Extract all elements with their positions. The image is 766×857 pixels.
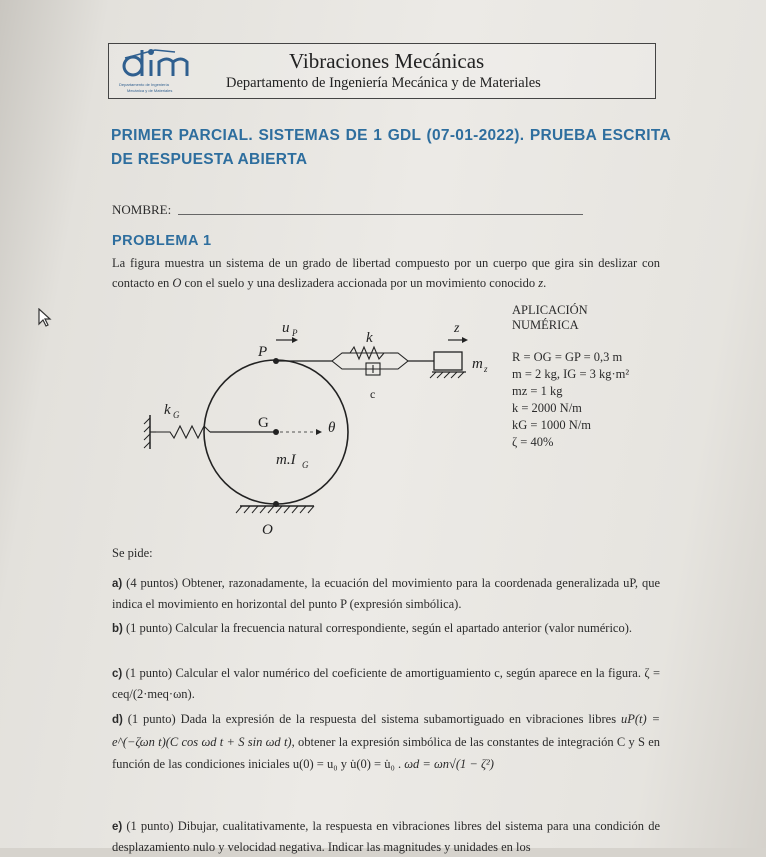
label-G: G bbox=[258, 415, 269, 431]
damped-frequency-formula: ωd = ωn√(1 − ζ²) bbox=[404, 757, 494, 771]
slider-mass-mz bbox=[434, 352, 462, 370]
spring-kG bbox=[156, 426, 210, 438]
label-P: P bbox=[258, 344, 268, 360]
name-label: NOMBRE: bbox=[112, 202, 172, 217]
contact-point-O bbox=[273, 501, 279, 507]
question-c: c) (1 punto) Calcular el valor numérico del coeficiente de amortiguamiento c, según aparece en la figura. ζ = ceq/(2·meq·ωn). bbox=[112, 666, 661, 701]
question-b: b) (1 punto) Calcular la frecuencia natural correspondiente, según el apartado anterior (valor numérico). bbox=[112, 621, 633, 635]
name-field-line bbox=[178, 214, 583, 215]
problem-title: PROBLEMA 1 bbox=[112, 233, 212, 249]
label-mz: m bbox=[472, 356, 483, 372]
department-name: Departamento de Ingeniería Mecánica y de Materiales bbox=[226, 75, 541, 91]
value-zeta: ζ = 40% bbox=[512, 435, 554, 449]
exam-title: PRIMER PARCIAL. SISTEMAS DE 1 GDL (07-01-2022). PRUEBA ESCRITA DE RESPUESTA ABIERTA bbox=[111, 127, 671, 168]
department-logo bbox=[115, 46, 215, 96]
question-e: e) (1 punto) Dibujar, cualitativamente, la respuesta en vibraciones libres del sistema para una condición de desplazamiento nulo y velocidad negativa. Indicar las magnitudes y unidades en los bbox=[112, 819, 660, 854]
label-kG-sub: G bbox=[173, 410, 180, 420]
course-title: Vibraciones Mecánicas bbox=[289, 49, 485, 73]
se-pide-label: Se pide: bbox=[112, 546, 153, 560]
logo-caption-1: Departamento de Ingeniería bbox=[119, 82, 169, 87]
question-a: a) (4 puntos) Obtener, razonadamente, la ecuación del movimiento para la coordenada generalizada uP, que indica el movimiento en horizontal del punto P (expresión simbólica). bbox=[112, 576, 660, 611]
label-up-sub: P bbox=[292, 328, 298, 338]
label-k: k bbox=[366, 330, 373, 346]
label-m-IG-sub: G bbox=[302, 460, 309, 470]
label-kG: k bbox=[164, 402, 171, 418]
label-O: O bbox=[262, 522, 273, 538]
numeric-values bbox=[512, 349, 629, 451]
response-formula: uP(t) = e^(−ζωn t)(C cos ωd t + S sin ωd t) bbox=[112, 712, 661, 749]
mouse-pointer-icon bbox=[38, 308, 52, 328]
document-header bbox=[108, 43, 656, 99]
center-G bbox=[273, 429, 279, 435]
label-m-IG: m.I bbox=[276, 452, 296, 468]
label-theta: θ bbox=[328, 420, 336, 436]
label-up: u bbox=[282, 320, 290, 336]
value-R: R = OG = GP = 0,3 m bbox=[512, 350, 623, 364]
label-c: c bbox=[370, 387, 376, 401]
value-mz: mz = 1 kg bbox=[512, 384, 563, 398]
numeric-application-title: APLICACIÓN NUMÉRICA bbox=[512, 303, 588, 332]
logo-caption-2: Mecánica y de Materiales bbox=[127, 88, 173, 93]
value-m-IG: m = 2 kg, IG = 3 kg·m² bbox=[512, 367, 630, 381]
label-z: z bbox=[454, 321, 460, 336]
problem-statement: La figura muestra un sistema de un grado de libertad compuesto por un cuerpo que gira sin deslizar con contacto en O con el suelo y una deslizadera accionada por un movimiento conocido z. bbox=[112, 256, 660, 290]
value-k: k = 2000 N/m bbox=[512, 401, 582, 415]
mechanism-figure bbox=[130, 310, 510, 540]
question-d: d) (1 punto) Dada la expresión de la respuesta del sistema subamortiguado en vibraciones libres uP(t) = e^(−ζωn t)(C cos ωd t + S sin ωd t), obtener la expresión simbólica de las constantes de integración C y S en función de las condiciones iniciales u(0) = u₀ y u̇(0) = u̇₀ . ωd = ωn√(1 − ζ²) bbox=[112, 712, 661, 771]
label-mz-sub: z bbox=[484, 364, 488, 374]
value-kG: kG = 1000 N/m bbox=[512, 418, 591, 432]
